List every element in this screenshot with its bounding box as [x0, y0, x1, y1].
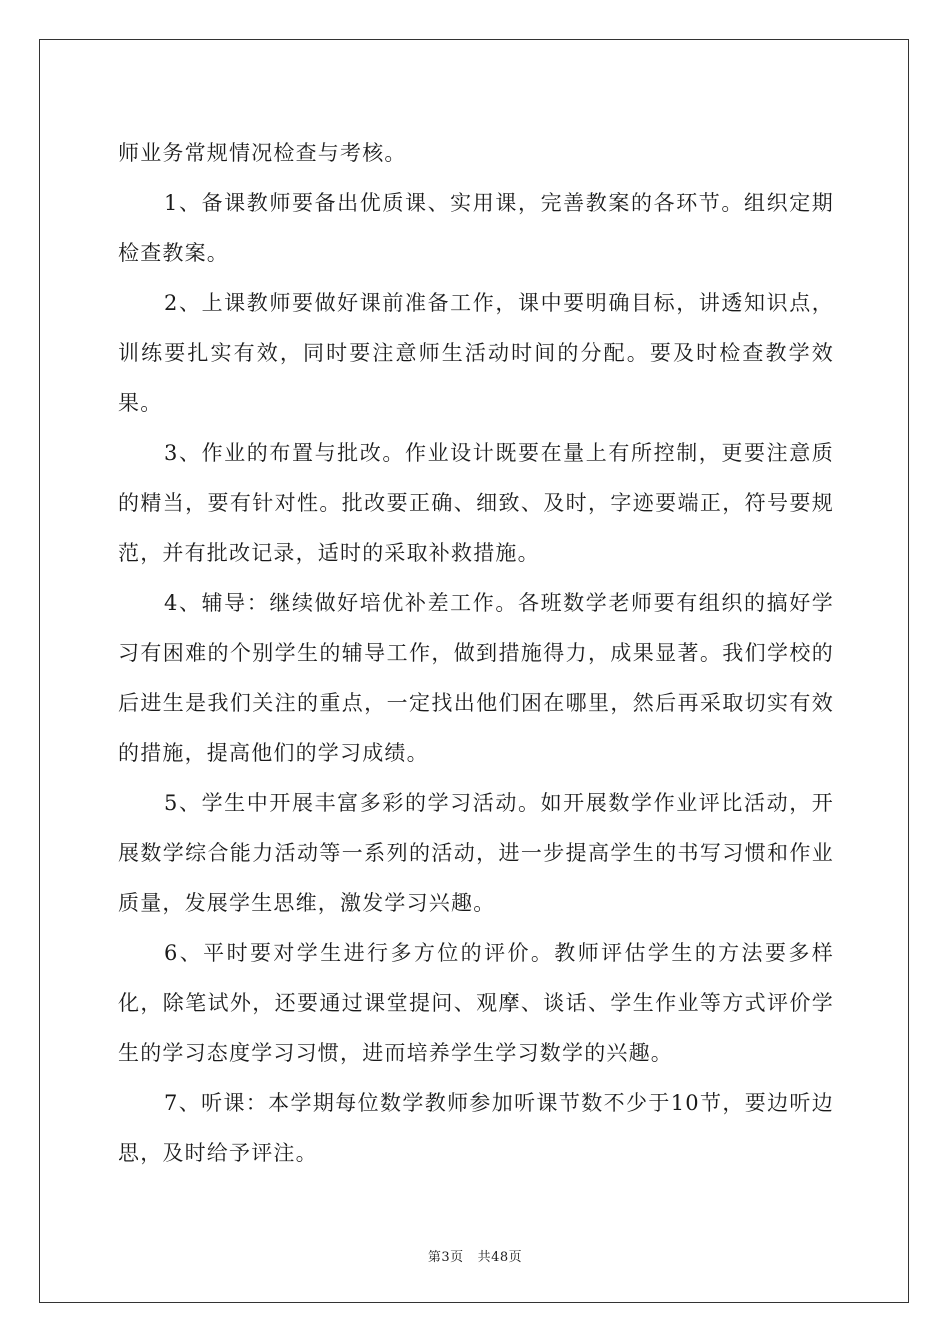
- page-footer: [0, 1246, 950, 1265]
- document-body: [118, 128, 834, 1178]
- paragraph-item-6: 6、平时要对学生进行多方位的评价。教师评估学生的方法要多样化，除笔试外，还要通过课堂提问、观摩、谈话、学生作业等方式评价学生的学习态度学习习惯，进而培养学生学习数学的兴趣。: [118, 941, 834, 1065]
- paragraph-item-1: 1、备课教师要备出优质课、实用课，完善教案的各环节。组织定期检查教案。: [118, 191, 834, 265]
- page-number: 第3页: [427, 1250, 464, 1265]
- paragraph-item-2: 2、上课教师要做好课前准备工作，课中要明确目标，讲透知识点，训练要扎实有效，同时要注意师生活动时间的分配。要及时检查教学效果。: [118, 291, 834, 415]
- paragraph-item-5: 5、学生中开展丰富多彩的学习活动。如开展数学作业评比活动，开展数学综合能力活动等一系列的活动，进一步提高学生的书写习惯和作业质量，发展学生思维，激发学习兴趣。: [118, 791, 834, 915]
- paragraph-item-4: 4、辅导：继续做好培优补差工作。各班数学老师要有组织的搞好学习有困难的个别学生的辅导工作，做到措施得力，成果显著。我们学校的后进生是我们关注的重点，一定找出他们困在哪里，然后再采取切实有效的措施，提高他们的学习成绩。: [118, 591, 834, 765]
- paragraph-item-3: 3、作业的布置与批改。作业设计既要在量上有所控制，更要注意质的精当，要有针对性。批改要正确、细致、及时，字迹要端正，符号要规范，并有批改记录，适时的采取补救措施。: [118, 441, 834, 565]
- paragraph-continuation: 师业务常规情况检查与考核。: [118, 141, 407, 165]
- page-total: 共48页: [477, 1250, 523, 1265]
- paragraph-item-7: 7、听课：本学期每位数学教师参加听课节数不少于10节，要边听边思，及时给予评注。: [118, 1091, 834, 1165]
